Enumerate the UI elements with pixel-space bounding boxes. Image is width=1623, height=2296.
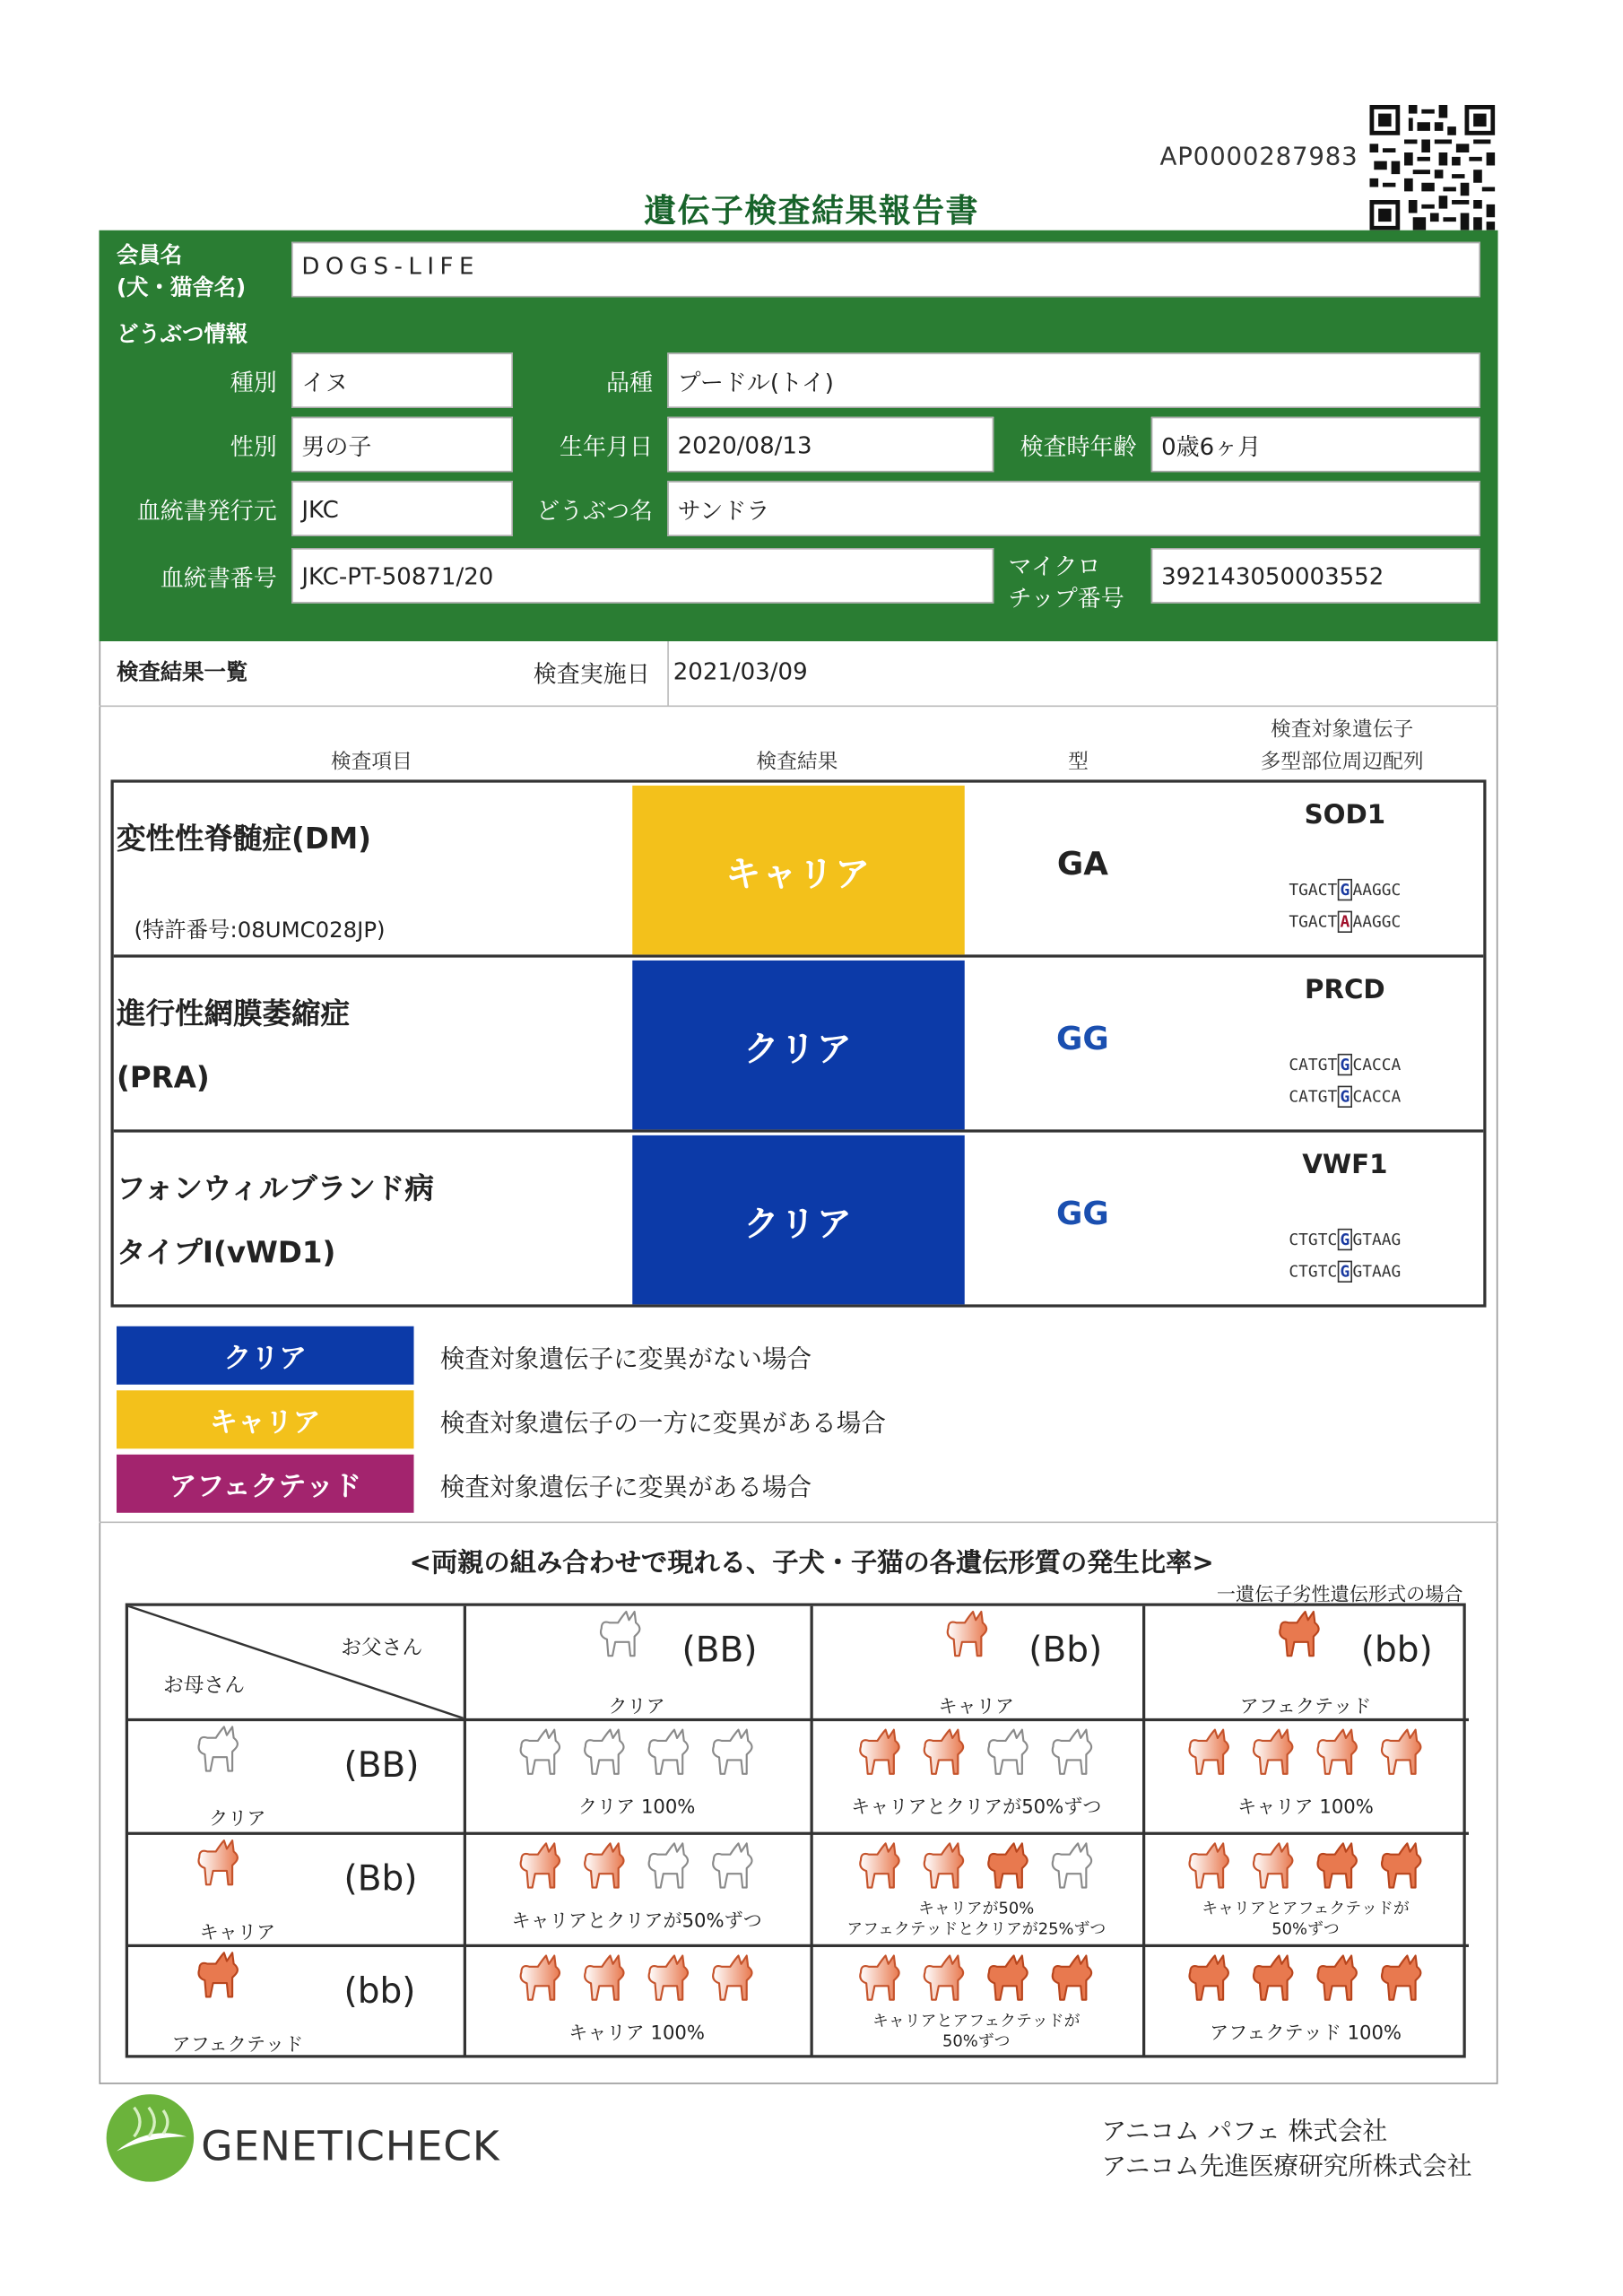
- sequence-2: CATGT G CACCA: [1289, 1087, 1402, 1107]
- variant-base: G: [1337, 879, 1352, 900]
- ratio-text: キャリアが50%: [918, 1899, 1035, 1918]
- ratio-text: キャリア 100%: [568, 2022, 705, 2045]
- pup-clear-icon: [513, 1727, 568, 1777]
- father-dog-carrier-icon: [935, 1609, 1000, 1665]
- father-phenotype: キャリア: [938, 1696, 1014, 1718]
- test-date-value: 2021/03/09: [673, 657, 808, 685]
- age-label: 検査時年齢: [1020, 432, 1137, 461]
- result-badge: クリア: [632, 961, 965, 1130]
- sequence-2: CTGTC G GTAAG: [1289, 1262, 1402, 1282]
- mother-dog-icon: [191, 1950, 247, 1999]
- inheritance-title: <両親の組み合わせで現れる、子犬・子猫の各遺伝形質の発生比率>: [409, 1547, 1214, 1578]
- gene-name: SOD1: [1304, 800, 1386, 831]
- breed-label: 品種: [605, 369, 653, 396]
- pup-carrier-icon: [1245, 1727, 1301, 1777]
- member-name-field: DOGS-LIFE: [291, 242, 1480, 298]
- ratio-text-2: アフェクテッドとクリアが25%ずつ: [846, 1919, 1107, 1939]
- geneticheck-logo-icon: [105, 2093, 195, 2184]
- pup-affected-icon: [1374, 1840, 1429, 1890]
- header-gene-2: 多型部位周辺配列: [1260, 750, 1424, 774]
- pup-carrier-icon: [1245, 1840, 1301, 1890]
- legend-swatch: クリア: [117, 1326, 414, 1385]
- results-table: [111, 779, 1487, 1307]
- result-row: [114, 1133, 1484, 1308]
- pup-clear-icon: [641, 1840, 697, 1890]
- ratio-text: キャリア 100%: [1237, 1796, 1374, 1819]
- pups-row: [464, 1727, 811, 1783]
- ratio-text-2: 50%ずつ: [1271, 1919, 1340, 1939]
- results-summary-label: 検査結果一覧: [117, 658, 248, 685]
- animal-name-label: どうぶつ名: [535, 497, 653, 525]
- genotype: GG: [1056, 1196, 1109, 1233]
- sequence-2: TGACT A AAGGC: [1289, 912, 1402, 932]
- header-result: 検査結果: [756, 750, 838, 774]
- pup-clear-icon: [641, 1727, 697, 1777]
- variant-base: G: [1337, 1086, 1352, 1108]
- genotype: GA: [1056, 847, 1108, 883]
- inheritance-table: [126, 1604, 1466, 2058]
- brand-name: GENETICHECK: [201, 2122, 500, 2170]
- info-panel: [100, 230, 1498, 641]
- father-dog-icon: [940, 1609, 995, 1658]
- pedigree-number-label: 血統書番号: [160, 563, 277, 592]
- father-genotype: (Bb): [1028, 1629, 1103, 1671]
- ratio-text: キャリアとアフェクテッドが: [872, 2011, 1081, 2031]
- pedigree-issuer-field: JKC: [291, 481, 513, 536]
- sex-label: 性別: [230, 432, 277, 461]
- pups-row: [1142, 1840, 1469, 1896]
- ratio-text: キャリアとクリアが50%ずつ: [511, 1910, 762, 1933]
- birth-label: 生年月日: [559, 432, 653, 461]
- variant-base: G: [1337, 1261, 1352, 1283]
- document-id: AP0000287983: [1159, 143, 1358, 172]
- disease-name: 進行性網膜萎縮症: [117, 995, 350, 1031]
- pups-row: [811, 1953, 1143, 2009]
- legend-text: 検査対象遺伝子の一方に変異がある場合: [439, 1409, 886, 1439]
- pup-clear-icon: [577, 1727, 633, 1777]
- ratio-text: キャリアとアフェクテッドが: [1202, 1899, 1410, 1918]
- pups-row: [1142, 1727, 1469, 1783]
- pup-carrier-icon: [513, 1840, 568, 1890]
- legend-separator: [100, 1522, 1498, 1524]
- inheritance-subtitle: 一遺伝子劣性遺伝形式の場合: [1216, 1584, 1463, 1606]
- pup-carrier-icon: [1182, 1727, 1237, 1777]
- pup-affected-icon: [1245, 1953, 1301, 2003]
- disease-name-2: タイプⅠ(vWD1): [117, 1234, 336, 1270]
- pup-carrier-icon: [513, 1953, 568, 2003]
- mother-label: お母さん: [163, 1674, 245, 1699]
- pup-clear-icon: [981, 1727, 1037, 1777]
- microchip-field: 392143050003552: [1151, 548, 1480, 604]
- pups-row: [811, 1727, 1143, 1783]
- sequence-1: CATGT G CACCA: [1289, 1055, 1402, 1074]
- father-phenotype: アフェクテッド: [1239, 1696, 1372, 1718]
- result-row: [114, 783, 1484, 958]
- pup-carrier-icon: [641, 1953, 697, 2003]
- father-phenotype: クリア: [608, 1696, 665, 1718]
- pup-clear-icon: [1045, 1727, 1100, 1777]
- pup-affected-icon: [981, 1953, 1037, 2003]
- date-divider: [667, 641, 669, 706]
- pup-carrier-icon: [1310, 1727, 1366, 1777]
- ratio-text: クリア 100%: [577, 1796, 696, 1819]
- company-2: アニコム先進医療研究所株式会社: [1101, 2152, 1472, 2182]
- disease-name: フォンウィルブランド病: [117, 1170, 434, 1205]
- father-dog-clear-icon: [589, 1609, 654, 1665]
- birth-field: 2020/08/13: [667, 417, 994, 473]
- ratio-text-2: 50%ずつ: [942, 2031, 1011, 2051]
- pedigree-issuer-label: 血統書発行元: [136, 497, 277, 525]
- pup-affected-icon: [1182, 1953, 1237, 2003]
- pups-row: [464, 1953, 811, 2009]
- pup-carrier-icon: [853, 1727, 908, 1777]
- sex-field: 男の子: [291, 417, 513, 473]
- microchip-label-1: マイクロ: [1008, 552, 1101, 580]
- legend-text: 検査対象遺伝子に変異がない場合: [439, 1344, 812, 1375]
- pup-carrier-icon: [1182, 1840, 1237, 1890]
- legend-swatch: キャリア: [117, 1390, 414, 1448]
- result-badge: キャリア: [632, 786, 965, 955]
- legend-text: 検査対象遺伝子に変異がある場合: [439, 1473, 812, 1503]
- pup-carrier-icon: [916, 1840, 972, 1890]
- grid-hline: [128, 1718, 1469, 1721]
- pup-carrier-icon: [853, 1953, 908, 2003]
- animal-info-label: どうぶつ情報: [117, 320, 248, 347]
- patent-note: (特許番号:08UMC028JP): [134, 917, 386, 944]
- breed-field: プードル(トイ): [667, 352, 1480, 408]
- father-dog-affected-icon: [1268, 1609, 1332, 1665]
- member-label-1: 会員名: [117, 241, 183, 268]
- mother-phenotype: クリア: [209, 1808, 266, 1831]
- mother-dog-carrier-icon: [187, 1838, 251, 1893]
- result-row: [114, 958, 1484, 1133]
- pup-carrier-icon: [577, 1953, 633, 2003]
- disease-name-2: (PRA): [117, 1059, 210, 1095]
- mother-genotype: (bb): [343, 1970, 416, 2012]
- pup-affected-icon: [1045, 1953, 1100, 2003]
- pup-carrier-icon: [916, 1727, 972, 1777]
- disease-name: 変性性脊髄症(DM): [117, 820, 372, 856]
- test-date-label: 検査実施日: [533, 660, 650, 688]
- pup-clear-icon: [1045, 1840, 1100, 1890]
- species-label: 種別: [230, 369, 277, 396]
- grid-hline: [128, 1944, 1469, 1947]
- father-dog-icon: [1272, 1609, 1328, 1658]
- result-badge: クリア: [632, 1135, 965, 1305]
- pup-carrier-icon: [916, 1953, 972, 2003]
- pups-row: [811, 1840, 1143, 1896]
- header-type: 型: [1068, 750, 1089, 774]
- ratio-text: アフェクテッド 100%: [1210, 2022, 1402, 2045]
- mother-phenotype: キャリア: [199, 1922, 276, 1944]
- pup-carrier-icon: [706, 1953, 761, 2003]
- sequence-1: TGACT G AAGGC: [1289, 880, 1402, 900]
- sequence-1: CTGTC G GTAAG: [1289, 1230, 1402, 1249]
- pup-affected-icon: [1310, 1953, 1366, 2003]
- father-genotype: (BB): [681, 1629, 758, 1671]
- pups-row: [1142, 1953, 1469, 2009]
- pup-clear-icon: [706, 1840, 761, 1890]
- company-1: アニコム パフェ 株式会社: [1101, 2118, 1388, 2147]
- pup-carrier-icon: [577, 1840, 633, 1890]
- species-field: イヌ: [291, 352, 513, 408]
- header-gene-1: 検査対象遺伝子: [1271, 718, 1414, 743]
- father-label: お父さん: [341, 1636, 423, 1660]
- pup-affected-icon: [981, 1840, 1037, 1890]
- mother-genotype: (Bb): [343, 1857, 418, 1900]
- genotype: GG: [1056, 1022, 1109, 1058]
- animal-name-field: サンドラ: [667, 481, 1480, 536]
- mother-dog-clear-icon: [187, 1724, 251, 1779]
- grid-hline: [128, 1832, 1469, 1835]
- ratio-text: キャリアとクリアが50%ずつ: [851, 1796, 1102, 1819]
- pup-carrier-icon: [853, 1840, 908, 1890]
- mother-dog-affected-icon: [187, 1950, 251, 2005]
- pup-affected-icon: [1374, 1953, 1429, 2003]
- microchip-label-2: チップ番号: [1008, 584, 1124, 613]
- mother-genotype: (BB): [343, 1744, 420, 1786]
- variant-base: G: [1337, 1054, 1352, 1075]
- mother-dog-icon: [191, 1724, 247, 1773]
- member-label-2: (犬・猫舎名): [117, 274, 247, 300]
- variant-base: G: [1337, 1229, 1352, 1250]
- father-genotype: (bb): [1360, 1629, 1433, 1671]
- age-field: 0歳6ヶ月: [1151, 417, 1480, 473]
- pedigree-number-field: JKC-PT-50871/20: [291, 548, 994, 604]
- gene-name: VWF1: [1302, 1150, 1388, 1181]
- report-title: 遺伝子検査結果報告書: [644, 194, 979, 230]
- pup-carrier-icon: [1374, 1727, 1429, 1777]
- summary-separator: [100, 706, 1498, 708]
- mother-phenotype: アフェクテッド: [171, 2034, 304, 2057]
- variant-base: A: [1337, 911, 1352, 933]
- father-dog-icon: [593, 1609, 648, 1658]
- pup-affected-icon: [1310, 1840, 1366, 1890]
- header-item: 検査項目: [330, 750, 412, 774]
- legend-swatch: アフェクテッド: [117, 1455, 414, 1513]
- gene-name: PRCD: [1305, 975, 1385, 1006]
- mother-dog-icon: [191, 1838, 247, 1887]
- pups-row: [464, 1840, 811, 1896]
- corner-diagonal: [128, 1606, 464, 1718]
- pup-clear-icon: [706, 1727, 761, 1777]
